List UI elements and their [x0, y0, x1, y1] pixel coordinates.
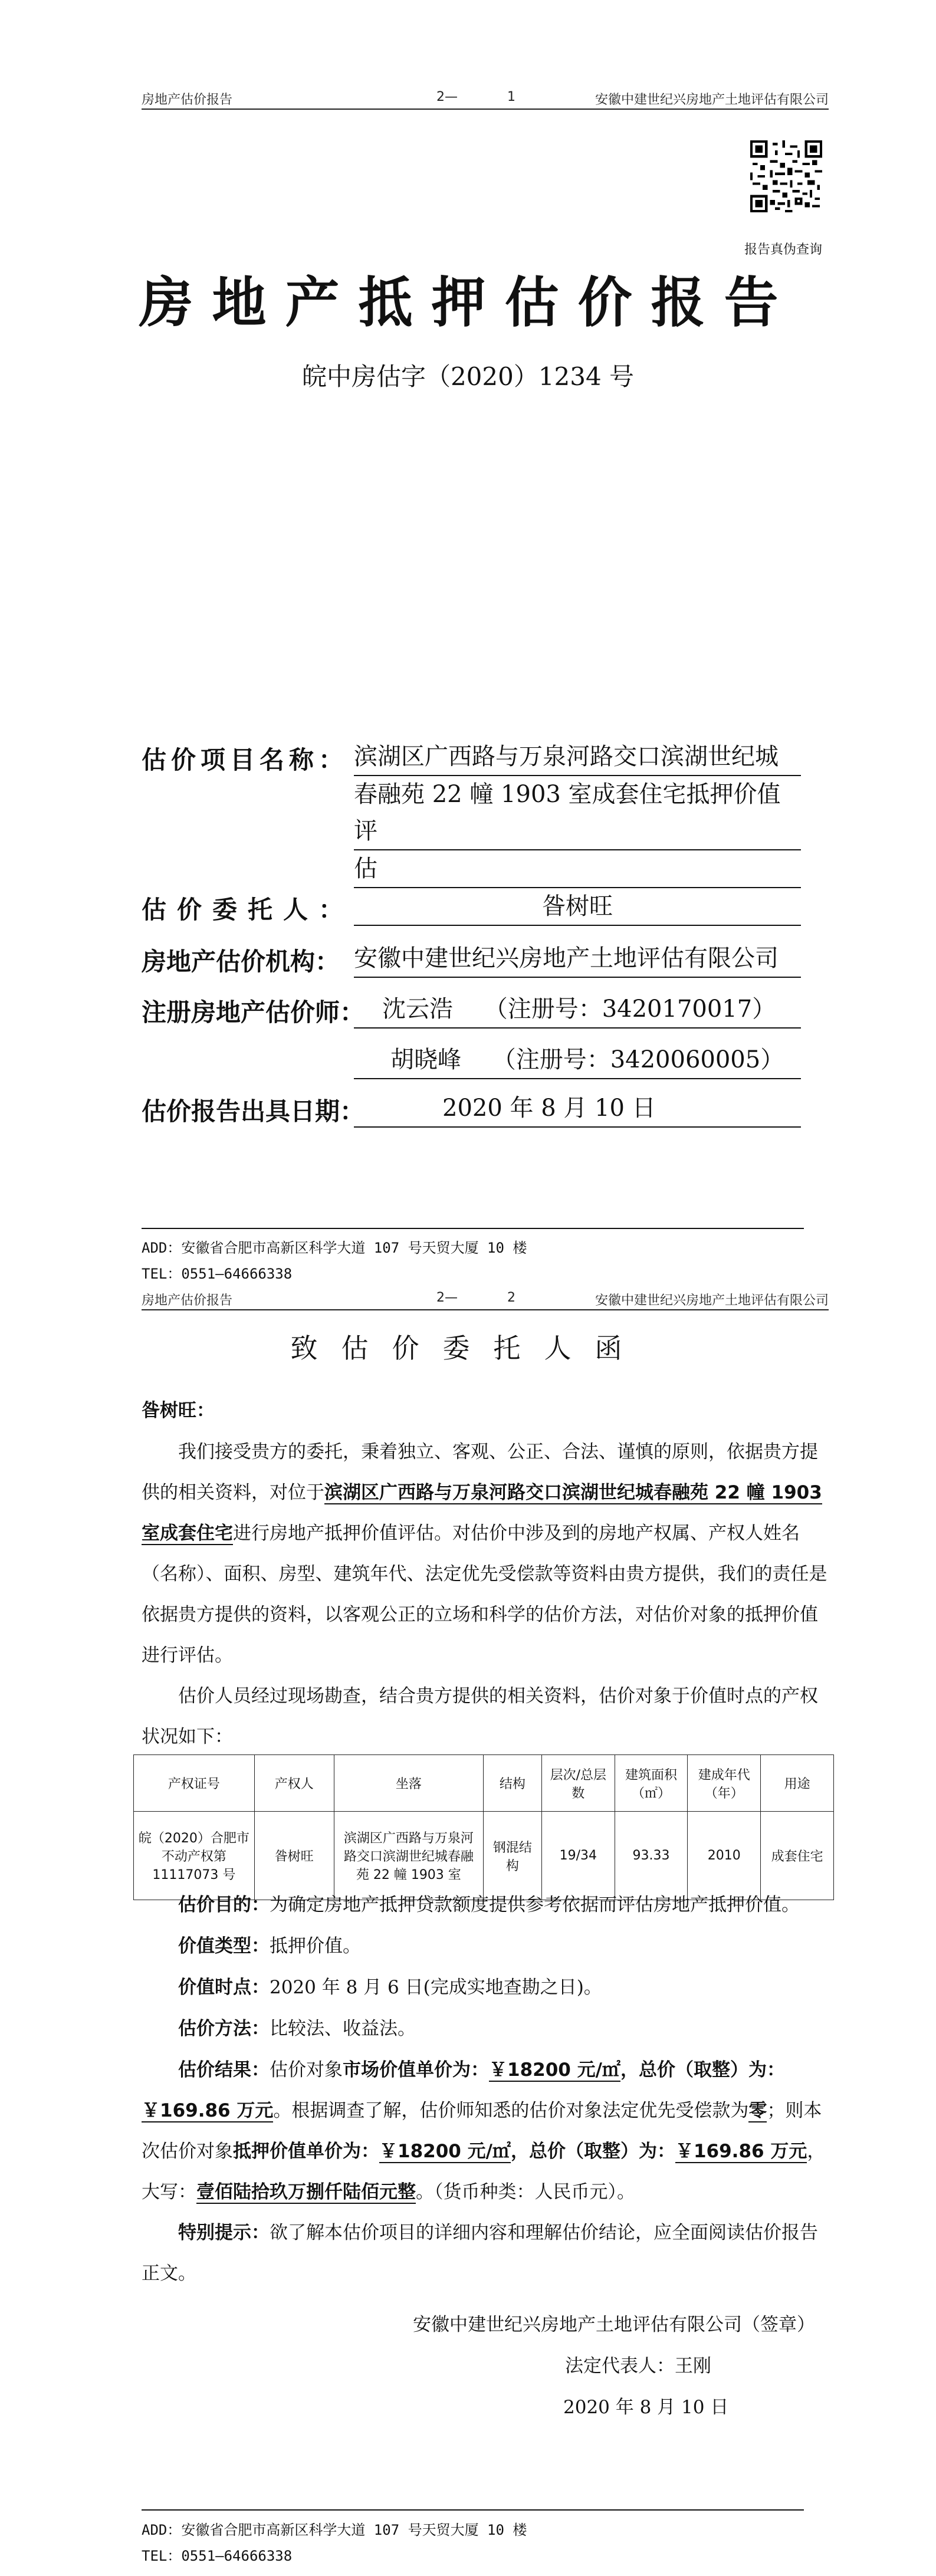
purpose-line	[142, 1885, 832, 1926]
value-time-label: 价值时点：	[178, 1977, 270, 1998]
report-number: 皖中房估字（2020）1234 号	[301, 362, 635, 391]
signature-date: 2020 年 8 月 10 日	[563, 2397, 729, 2418]
agency-value: 安徽中建世纪兴房地产土地评估有限公司	[354, 940, 801, 978]
footer-address: ADD：安徽省合肥市高新区科学大道 107 号天贸大厦 10 楼	[142, 1240, 527, 1256]
qr-caption: 报告真伪查询	[744, 242, 823, 257]
table-cell: 19/34	[541, 1812, 615, 1900]
property-table	[133, 1754, 834, 1900]
table-cell: 钢混结构	[483, 1812, 541, 1900]
mortgage-total-price: ￥169.86 万元	[675, 2141, 807, 2162]
project-line-3: 估	[354, 850, 801, 888]
table-cell: 滨湖区广西路与万泉河路交口滨湖世纪城春融苑 22 幢 1903 室	[334, 1812, 483, 1900]
header-divider	[142, 1309, 829, 1310]
table-header-row	[134, 1755, 834, 1812]
client-label: 估价委托人：	[142, 895, 354, 924]
col-header: 产权证号	[134, 1755, 255, 1812]
letter-paragraph-1	[142, 1432, 832, 1676]
col-header: 坐落	[334, 1755, 483, 1812]
table-cell: 2010	[688, 1812, 761, 1900]
salutation	[142, 1391, 832, 1431]
project-value	[354, 738, 801, 888]
header-right: 安徽中建世纪兴房地产土地评估有限公司	[595, 1293, 829, 1308]
project-line-1: 滨湖区广西路与万泉河路交口滨湖世纪城	[354, 738, 801, 776]
method-label: 估价方法：	[178, 2018, 270, 2039]
mortgage-total-label: ，总价（取整）为：	[510, 2141, 675, 2162]
header-right: 安徽中建世纪兴房地产土地评估有限公司	[595, 93, 829, 107]
value-time-line	[142, 1967, 832, 2008]
result-text: 。（货币种类：人民币元）。	[416, 2181, 635, 2203]
footer-tel: TEL：0551—64666338	[142, 2548, 293, 2564]
table-cell: 93.33	[615, 1812, 688, 1900]
project-line-2: 春融苑 22 幢 1903 室成套住宅抵押价值评	[354, 776, 801, 850]
purpose-text: 为确定房地产抵押贷款额度提供参考依据而评估房地产抵押价值。	[270, 1894, 800, 1915]
header-page-prefix: 2—	[436, 1290, 458, 1305]
value-time-text: 2020 年 8 月 6 日(完成实地查勘之日)。	[270, 1977, 602, 1998]
amount-in-words: 壹佰陆拾玖万捌仟陆佰元整	[196, 2181, 416, 2203]
salutation-text: 昝树旺：	[142, 1400, 215, 1421]
result-text: 估价对象	[270, 2059, 343, 2081]
market-total-price: ￥169.86 万元	[142, 2100, 274, 2121]
signature-company: 安徽中建世纪兴房地产土地评估有限公司（签章）	[413, 2314, 815, 2335]
letter-title: 致估价委托人函	[290, 1332, 646, 1364]
note-text: 欲了解本估价项目的详细内容和理解估价结论，应全面阅读估价报告正文。	[142, 2222, 818, 2284]
mortgage-unit-label: 抵押价值单价为：	[233, 2141, 379, 2162]
value-type-text: 抵押价值。	[270, 1936, 361, 1957]
col-header: 建筑面积（㎡）	[615, 1755, 688, 1812]
market-unit-label: 市场价值单价为：	[343, 2059, 489, 2081]
agency-label: 房地产估价机构：	[142, 947, 340, 976]
footer-address: ADD：安徽省合肥市高新区科学大道 107 号天贸大厦 10 楼	[142, 2522, 527, 2538]
p1-text-c: 进行房地产抵押价值评估。对估价中涉及到的房地产权属、产权人姓名（名称）、面积、房型、建筑年代、法定优先受偿款等资料由贵方提供，我们的责任是依据贵方提供的资料，以客观公正的立场和科学的估价方法，对估价对象的抵押价值进行评估。	[142, 1523, 827, 1666]
method-line	[142, 2009, 832, 2049]
appraiser-2: 胡晓峰 （注册号：3420060005）	[354, 1041, 801, 1079]
col-header: 结构	[483, 1755, 541, 1812]
header-left: 房地产估价报告	[142, 1293, 233, 1308]
appraiser-1: 沈云浩 （注册号：3420170017）	[354, 991, 801, 1029]
value-type-label: 价值类型：	[178, 1936, 270, 1957]
letter-paragraph-2: 估价人员经过现场勘查，结合贵方提供的相关资料，估价对象于价值时点的产权状况如下：	[142, 1685, 818, 1747]
client-value: 昝树旺	[354, 888, 801, 926]
value-type-line	[142, 1926, 832, 1967]
footer-rule	[142, 1228, 804, 1229]
table-cell: 成套住宅	[761, 1812, 834, 1900]
p1-property-address: 滨湖区广西路与万泉河路交口滨湖世纪城春融苑 22 幢 1903 室成套住宅	[142, 1482, 822, 1544]
header-left: 房地产估价报告	[142, 93, 233, 107]
priority-claim: 零	[748, 2100, 767, 2121]
result-paragraph	[142, 2050, 832, 2213]
result-text: ，大写：	[142, 2141, 826, 2203]
note-paragraph	[142, 2213, 832, 2294]
qr-code-icon[interactable]	[750, 140, 822, 212]
col-header: 建成年代（年）	[688, 1755, 761, 1812]
header-page-prefix: 2—	[436, 90, 458, 104]
issue-date-label: 估价报告出具日期：	[142, 1097, 365, 1126]
footer-tel: TEL：0551—64666338	[142, 1266, 293, 1282]
result-label: 估价结果：	[178, 2059, 270, 2081]
col-header: 产权人	[254, 1755, 334, 1812]
market-unit-price: ￥18200 元/㎡	[489, 2059, 620, 2081]
col-header: 用途	[761, 1755, 834, 1812]
header-divider	[142, 109, 829, 110]
result-text: 。根据调查了解，估价师知悉的估价对象法定优先受偿款为	[273, 2100, 749, 2121]
report-title: 房地产抵押估价报告	[139, 271, 797, 334]
header-page-number: 1	[507, 90, 515, 104]
table-cell: 皖（2020）合肥市不动产权第 11117073 号	[134, 1812, 255, 1900]
appraiser-label: 注册房地产估价师：	[142, 998, 365, 1027]
market-total-label: ，总价（取整）为：	[620, 2059, 785, 2081]
table-cell: 昝树旺	[254, 1812, 334, 1900]
method-text: 比较法、收益法。	[270, 2018, 416, 2039]
p1-text-a: 我们接受贵方的委托，秉着独立、客观、公正、合法、谨慎的原则，依据贵方提供的相关资料，对位于	[142, 1441, 818, 1503]
col-header: 层次/总层数	[541, 1755, 615, 1812]
note-label: 特别提示：	[178, 2222, 270, 2243]
result-text: ；则本次估价对象	[142, 2100, 822, 2162]
signature-representative: 法定代表人：王刚	[565, 2355, 711, 2377]
header-page-number: 2	[507, 1290, 515, 1305]
footer-rule	[142, 2509, 804, 2511]
project-label: 估价项目名称：	[142, 745, 349, 774]
purpose-label: 估价目的：	[178, 1894, 270, 1915]
issue-date-value: 2020 年 8 月 10 日	[354, 1090, 801, 1128]
mortgage-unit-price: ￥18200 元/㎡	[379, 2141, 511, 2162]
